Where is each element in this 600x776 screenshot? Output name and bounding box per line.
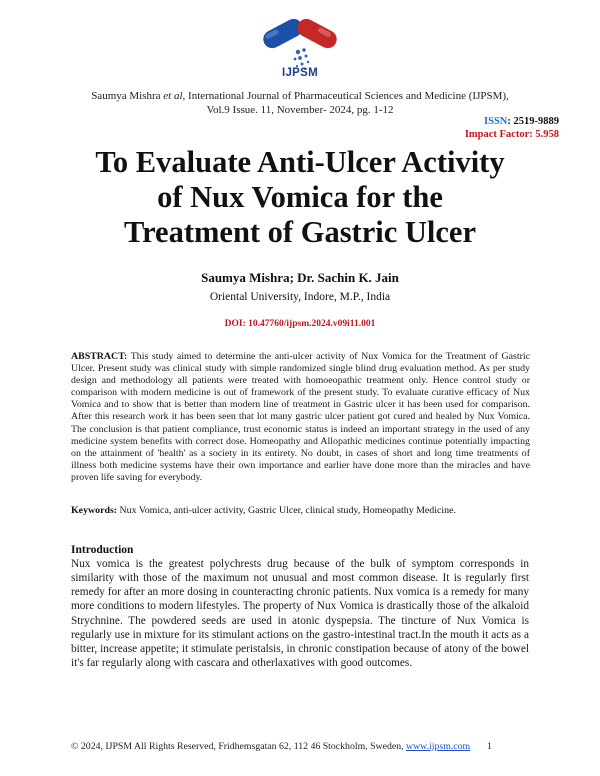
doi-link[interactable]: DOI: 10.47760/ijpsm.2024.v09i11.001: [224, 319, 376, 329]
issn-label: ISSN: [484, 116, 508, 127]
introduction-heading: Introduction: [71, 544, 134, 556]
impact-factor: Impact Factor: 5.958: [464, 129, 559, 140]
abstract-label: ABSTRACT:: [71, 351, 128, 362]
capsule-logo-icon: [256, 14, 344, 72]
citation-journal: , International Journal of Pharmaceutical Sciences and Medicine (IJPSM),: [182, 90, 509, 102]
footer-website-link[interactable]: www.ijpsm.com: [406, 741, 471, 752]
abstract-text: This study aimed to determine the anti-ulcer activity of Nux Vomica for the Treatment of Gastric Ulcer. Present study was clinical study with simple randomized single blind drug evaluation method. As per study design and methodology all patients were treated with homoeopathic treatment only. Hence control study or comparison with modern medicine is out of framework of the present study. To evaluate curative efficacy of Nux Vomica and to show that is better than modern line of treatment in Gastric ulcer it has been used for comparison. After this research work it has been seen that lot many gastric ulcer patient got cured and healed by Nux Vomica. The conclusion is that patient compliance, trust economic status is indeed an important strategy in the used of any medicine system benefits with correct dose. Homeopathy and Allopathic medicines continue potentially impacting on the attainment of 'health' as a society in its entirety. No doubt, in cases of short and long time treatments of illness both medicine systems have their own importance and earlier have done more than the miracles and have proven life saving for everybody.: [71, 351, 530, 483]
keywords-text: Nux Vomica, anti-ulcer activity, Gastric Ulcer, clinical study, Homeopathy Medicine.: [117, 505, 456, 516]
abstract: [71, 351, 530, 484]
affiliation: Oriental University, Indore, M.P., India: [209, 291, 391, 303]
issn-value: : 2519-9889: [507, 116, 559, 127]
title-line-2: of Nux Vomica for the: [157, 180, 443, 214]
journal-logo: [256, 14, 344, 72]
title-line-3: Treatment of Gastric Ulcer: [123, 215, 477, 249]
citation-authors: Saumya Mishra: [91, 90, 164, 102]
logo-text: IJPSM: [281, 67, 318, 79]
keywords-label: Keywords:: [71, 505, 118, 516]
title-line-1: To Evaluate Anti-Ulcer Activity: [95, 145, 505, 179]
issn-block: [465, 115, 559, 141]
keywords: [71, 505, 541, 517]
authors: Saumya Mishra; Dr. Sachin K. Jain: [201, 270, 399, 285]
footer-copyright: © 2024, IJPSM All Rights Reserved, Fridhemsgatan 62, 112 46 Stockholm, Sweden,: [71, 741, 406, 752]
citation-et-al: et al: [163, 90, 183, 102]
citation-header: [40, 89, 560, 117]
paper-title: [30, 145, 570, 250]
introduction-text: Nux vomica is the greatest polychrests drug because of the bulk of symptom corresponds in similarity with those of the maximum not unusual and most common disease. It is regularly first remedy for after an more dosing in counteracting chronic patients. Nux vomica is a remedy for many more conditions to modern lifestyles. The property of Nux Vomica is drastically those of the alkaloid Strychnine. The powdered seeds are used in atonic dyspepsia. The tincture of Nux Vomica is regularly use in mixture for its stimulant actions on the gastro-intestinal tract.In the mouth it acts as a bitter, increase appetite; it stimulate peristalsis, in chronic constipation because of atony of the bowel it's far regularly along with cascara and otherlaxatives with good outcomes.: [71, 558, 529, 670]
citation-volume: Vol.9 Issue. 11, November- 2024, pg. 1-12: [206, 104, 394, 116]
page-number: 1: [487, 741, 492, 752]
footer: [71, 741, 501, 752]
